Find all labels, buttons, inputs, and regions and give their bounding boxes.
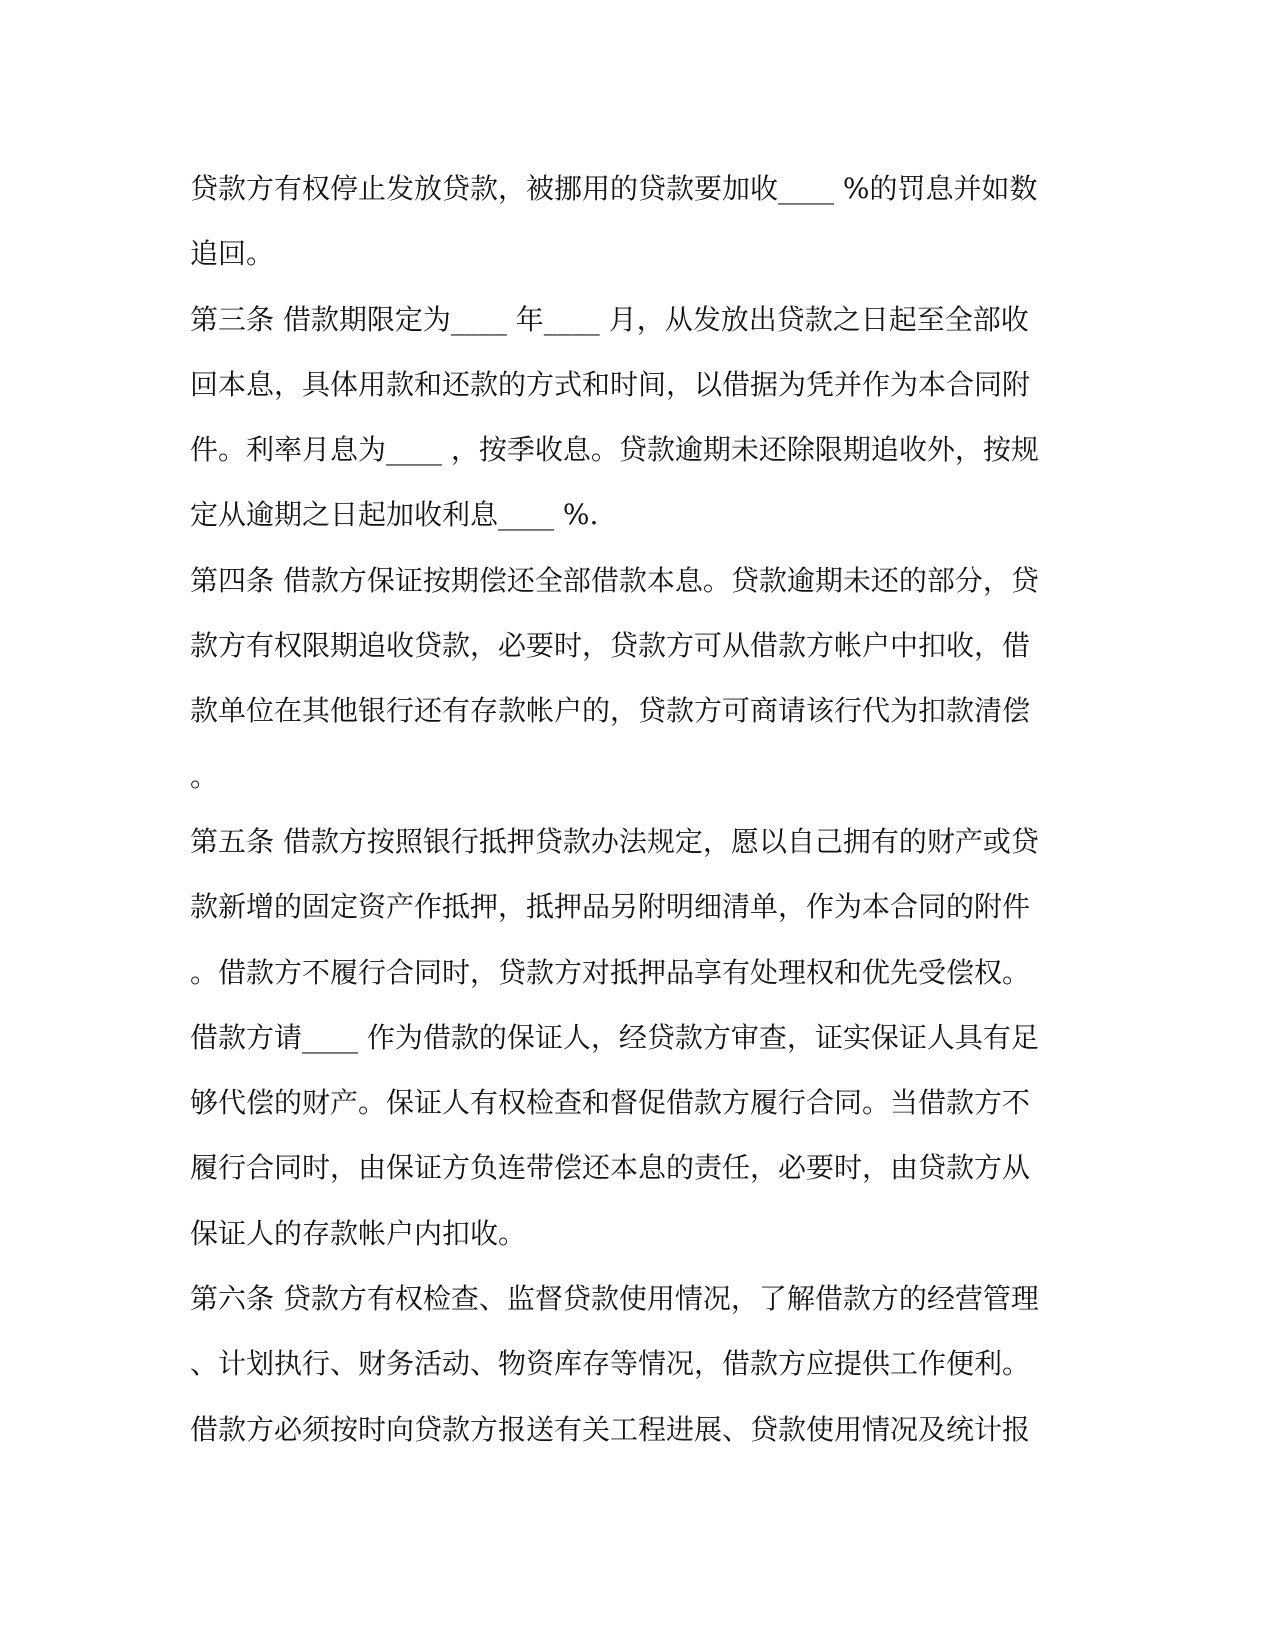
- text-line: 借款方请____ 作为借款的保证人，经贷款方审查，证实保证人具有足: [190, 1020, 1039, 1054]
- text-line: 款单位在其他银行还有存款帐户的，贷款方可商请该行代为扣款清偿: [190, 694, 1031, 728]
- text-line: 款方有权限期追收贷款，必要时，贷款方可从借款方帐户中扣收，借: [190, 629, 1031, 663]
- text-line: 。: [190, 759, 219, 793]
- text-line: 、计划执行、财务活动、物资库存等情况，借款方应提供工作便利。: [190, 1347, 1031, 1381]
- document-body: [190, 156, 1090, 1462]
- text-line: 借款方必须按时向贷款方报送有关工程进展、贷款使用情况及统计报: [190, 1412, 1031, 1446]
- text-line: 定从逾期之日起加收利息____ %.: [190, 498, 599, 532]
- text-line: 追回。: [190, 237, 275, 271]
- text-line: 第六条 贷款方有权检查、监督贷款使用情况，了解借款方的经营管理: [190, 1282, 1039, 1316]
- text-line: 款新增的固定资产作抵押，抵押品另附明细清单，作为本合同的附件: [190, 890, 1031, 924]
- text-line: 件。利率月息为____ ，按季收息。贷款逾期未还除限期追收外，按规: [190, 433, 1039, 467]
- text-line: 。借款方不履行合同时，贷款方对抵押品享有处理权和优先受偿权。: [190, 955, 1031, 989]
- text-line: 贷款方有权停止发放贷款，被挪用的贷款要加收____ %的罚息并如数: [190, 172, 1038, 205]
- text-line: 回本息，具体用款和还款的方式和时间，以借据为凭并作为本合同附: [190, 367, 1031, 401]
- text-line: 保证人的存款帐户内扣收。: [190, 1216, 527, 1250]
- text-line: 够代偿的财产。保证人有权检查和督促借款方履行合同。当借款方不: [190, 1086, 1031, 1120]
- text-line: 第四条 借款方保证按期偿还全部借款本息。贷款逾期未还的部分，贷: [190, 563, 1039, 597]
- text-line: 第三条 借款期限定为____ 年____ 月，从发放出贷款之日起至全部收: [190, 302, 1029, 336]
- text-line: 履行合同时，由保证方负连带偿还本息的责任，必要时，由贷款方从: [190, 1151, 1031, 1185]
- text-line: 第五条 借款方按照银行抵押贷款办法规定，愿以自己拥有的财产或贷: [190, 824, 1039, 858]
